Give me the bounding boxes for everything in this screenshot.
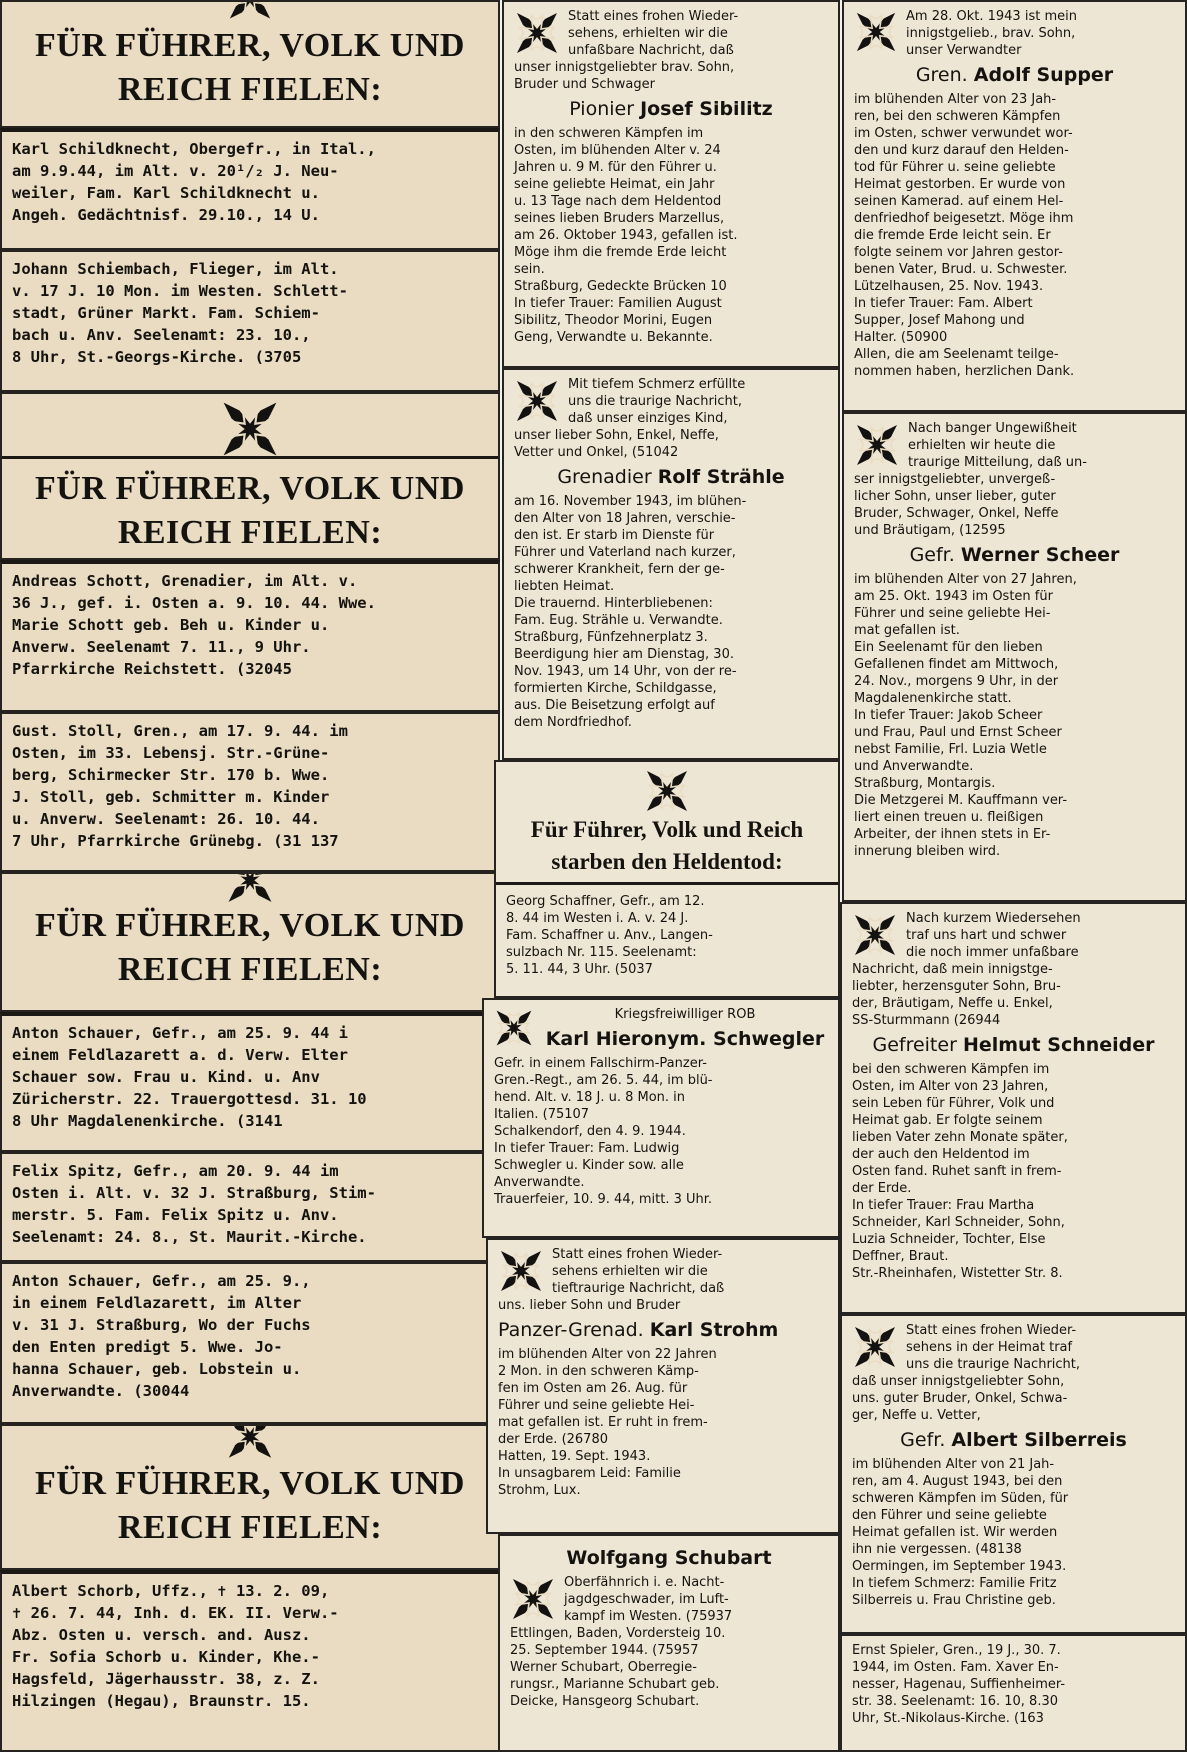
header-line-2: REICH FIELEN: [117, 514, 383, 551]
notice-schneider [840, 902, 1187, 1314]
notice-spieler [840, 1634, 1187, 1752]
fallen-name: Grenadier Rolf Strähle [557, 466, 785, 488]
fallen-name: Panzer-Grenad. Karl Strohm [498, 1319, 779, 1341]
notice-text: Andreas Schott, Grenadier, im Alt. v. 36 J., gef. i. Osten a. 9. 10. 44. Wwe. Marie Schott geb. Beh u. Kinder u. Anverw. Seelenamt 7. 11., 9 Uhr. Pfarrkirche Reichstett. (32045 [12, 572, 376, 678]
notice-intro: Am 28. Okt. 1943 ist mein innigstgelieb., brav. Sohn, unser Verwandter [906, 9, 1077, 58]
notice-intro: Statt eines frohen Wieder- sehens in der Heimat traf uns die traurige Nachricht, daß unser innigstgeliebter Sohn, uns. guter Bruder, Onkel, Schwa- ger, Neffe u. Vetter, [852, 1323, 1081, 1423]
notice-text: Gefr. in einem Fallschirm-Panzer- Gren.-Regt., am 26. 5. 44, im blü- hend. Alt. v. 18 J. u. 8 Mon. in Italien. (75107 Schalkendorf, den 4. 9. 1944. In tiefer Trauer: Fam. Ludwig Schwegler u. Kinder sow. alle Anverwandte. Trauerfeier, 10. 9. 44, mitt. 3 Uhr. [494, 1056, 713, 1207]
notice-schiembach [0, 250, 500, 392]
header-line-1: FÜR FÜHRER, VOLK UND [35, 907, 465, 944]
notice-supper [842, 0, 1187, 412]
notice-text: Anton Schauer, Gefr., am 25. 9., in einem Feldlazarett, im Alter v. 31 J. Straßburg, Wo der Fuchs den Enten predigt 5. Wwe. Jo- hanna Schauer, geb. Lobstein u. Anverwandte. (30044 [12, 1272, 311, 1400]
header-line-2: REICH FIELEN: [117, 1509, 383, 1546]
notice-text: Felix Spitz, Gefr., am 20. 9. 44 im Osten i. Alt. v. 32 J. Straßburg, Stim- merstr. 5. Fam. Felix Spitz u. Anv. Seelenamt: 24. 8., St. Maurit.-Kirche. [12, 1162, 376, 1246]
notice-text: im blühenden Alter von 22 Jahren 2 Mon. in den schweren Kämp- fen im Osten am 26. Aug. für Führer und seine geliebte Hei- mat gefallen ist. Er ruht in frem- der Erde. (26780 Hatten, 19. Sept. 1943. In unsagbarem Leid: Familie Strohm, Lux. [498, 1347, 717, 1498]
iron-cross-icon [225, 874, 275, 904]
iron-cross-icon [227, 2, 273, 24]
notice-intro: Statt eines frohen Wieder- sehens, erhielten wir die unfaßbare Nachricht, daß unser innigstgeliebter brav. Sohn, Bruder und Schwager [514, 9, 739, 92]
iron-cross-icon [514, 10, 560, 56]
notice-text: Gust. Stoll, Gren., am 17. 9. 44. im Osten, im 33. Lebensj. Str.-Grüne- berg, Schirmecker Str. 170 b. Wwe. J. Stoll, geb. Schmitter m. Kinder u. Anverw. Seelenamt: 26. 10. 44. 7 Uhr, Pfarrkirche Grünebg. (31 137 [12, 722, 348, 850]
notice-text: Albert Schorb, Uffz., ✝ 13. 2. 09, ✝ 26. 7. 44, Inh. d. EK. II. Verw.- Abz. Osten u. versch. and. Ausz. Fr. Sofia Schorb u. Kinder, Khe.- Hagsfeld, Jägerhausstr. 38, z. Z. Hilzingen (Hegau), Braunstr. 15. [12, 1582, 339, 1710]
fallen-name: Wolfgang Schubart [566, 1547, 772, 1569]
header-line-1: Für Führer, Volk und Reich [530, 817, 804, 842]
notice-text: in den schweren Kämpfen im Osten, im blühenden Alter v. 24 Jahren u. 9 M. für den Führer u. seine geliebte Heimat, ein Jahr u. 13 Tage nach dem Heldentod seines lieben Bruders Marzellus, am 26. Oktober 1943, gefallen ist. Möge ihm die fremde Erde leicht sein. Straßburg, Gedeckte Brücken 10 In tiefer Trauer: Familien August Sibilitz, Theodor Morini, Eugen Geng, Verwandte u. Bekannte. [514, 126, 738, 345]
notice-text: Ettlingen, Baden, Vordersteig 10. 25. September 1944. (75957 Werner Schubart, Oberregie- rungsr., Marianne Schubart geb. Deicke, Hansgeorg Schubart. [510, 1626, 726, 1709]
header-line-1: FÜR FÜHRER, VOLK UND [35, 470, 465, 507]
notice-intro: Kriegsfreiwilliger ROB [614, 1007, 756, 1022]
iron-cross-icon [225, 1426, 275, 1462]
notice-scheer [842, 412, 1187, 902]
notice-text: bei den schweren Kämpfen im Osten, im Alter von 23 Jahren, sein Leben für Führer, Volk und Heimat gab. Er folgte seinem lieben Vater zehn Monate später, der auch den Heldentod im Osten fand. Ruhet sanft in frem- der Erde. In tiefer Trauer: Frau Martha Schneider, Karl Schneider, Sohn, Luzia Schneider, Tochter, Else Deffner, Braut. Str.-Rheinhafen, Wistetter Str. 8. [852, 1062, 1068, 1281]
notice-schaffner [494, 760, 840, 998]
notice-schorb [0, 1570, 500, 1752]
fallen-name: Karl Hieronym. Schwegler [545, 1028, 825, 1050]
notice-schauer-1 [0, 1012, 500, 1152]
iron-cross-icon [510, 1576, 556, 1622]
header-line-1: FÜR FÜHRER, VOLK UND [35, 1465, 465, 1502]
fallen-name: Gren. Adolf Supper [915, 64, 1114, 86]
iron-cross-icon [642, 768, 692, 814]
fallen-name: Pionier Josef Sibilitz [569, 98, 773, 120]
notice-intro: Statt eines frohen Wieder- sehens erhielten wir die tieftraurige Nachricht, daß uns. lieber Sohn und Bruder [498, 1247, 725, 1313]
notice-stoll [0, 712, 500, 872]
notice-intro: Oberfähnrich i. e. Nacht- jagdgeschwader, im Luft- kampf im Westen. (75937 [564, 1575, 733, 1624]
notice-text: im blühenden Alter von 21 Jah- ren, am 4. August 1943, bei den schweren Kämpfen im Süden, für den Führer und seine geliebte Heimat gefallen ist. Wir werden ihn nie vergessen. (48138 Oermingen, im September 1943. In tiefem Schmerz: Familie Fritz Silberreis u. Frau Christine geb. [852, 1457, 1069, 1608]
header-clipping-3 [0, 872, 500, 1012]
notice-intro: Nach banger Ungewißheit erhielten wir heute die traurige Mitteilung, daß un- ser innigstgeliebter, unvergeß- licher Sohn, unser lieber, guter Bruder, Schwager, Onkel, Neffe und Bräutigam, (12595 [854, 421, 1087, 538]
notice-schildknecht [0, 128, 500, 250]
notice-strohm [486, 1238, 840, 1534]
notice-silberreis [840, 1314, 1187, 1634]
notice-text: Ernst Spieler, Gren., 19 J., 30. 7. 1944, im Osten. Fam. Xaver En- nesser, Hagenau, Suffienheimer- str. 38. Seelenamt: 16. 10, 8.30 Uhr, St.-Nikolaus-Kirche. (163 [852, 1643, 1066, 1726]
header-line-2: REICH FIELEN: [117, 71, 383, 108]
header-line-2: REICH FIELEN: [117, 951, 383, 988]
iron-cross-icon [215, 400, 285, 458]
notice-text: im blühenden Alter von 23 Jah- ren, bei den schweren Kämpfen im Osten, schwer verwundet wor- den und kurz darauf den Helden- tod für Führer u. seine geliebte Heimat gestorben. Er wurde von seinen Kamerad. auf einem Hel- denfriedhof beigesetzt. Möge ihm die fremde Erde leicht sein. Er folgte seinem vor Jahren gestor- benen Vater, Brud. u. Schwester. Lützelhausen, 25. Nov. 1943. In tiefer Trauer: Fam. Albert Supper, Josef Mahong und Halter. (50900 Allen, die am Seelenamt teilge- nommen haben, herzlichen Dank. [854, 92, 1075, 379]
notice-text: am 16. November 1943, im blühen- den Alter von 18 Jahren, verschie- den ist. Er starb im Dienste für Führer und Vaterland nach kurzer, schwerer Krankheit, fern der ge- liebten Heimat. Die trauernd. Hinterbliebenen: Fam. Eug. Strähle u. Verwandte. Straßburg, Fünfzehnerplatz 3. Beerdigung hier am Dienstag, 30. Nov. 1943, um 14 Uhr, von der re- formierten Kirche, Schildgasse, aus. Die Beisetzung erfolgt auf dem Nordfriedhof. [514, 494, 747, 730]
header-line-2: starben den Heldentod: [551, 849, 783, 874]
header-clipping-2 [0, 392, 500, 560]
notice-schwegler [482, 998, 840, 1238]
iron-cross-icon [498, 1248, 544, 1294]
fallen-name: Gefreiter Helmut Schneider [872, 1034, 1155, 1056]
iron-cross-icon [854, 10, 898, 54]
notice-straehle [502, 368, 840, 760]
header-clipping-4 [0, 1424, 500, 1570]
fallen-name: Gefr. Werner Scheer [909, 544, 1120, 566]
notice-schauer-2 [0, 1262, 500, 1424]
fallen-name: Gefr. Albert Silberreis [900, 1429, 1127, 1451]
notice-schott [0, 560, 500, 712]
notice-intro: Mit tiefem Schmerz erfüllte uns die traurige Nachricht, daß unser einziges Kind, unser lieber Sohn, Enkel, Neffe, Vetter und Onkel, (51042 [514, 377, 746, 460]
iron-cross-icon [852, 1324, 898, 1370]
iron-cross-icon [514, 378, 560, 424]
iron-cross-icon [854, 422, 900, 468]
notice-text: Georg Schaffner, Gefr., am 12. 8. 44 im Westen i. A. v. 24 J. Fam. Schaffner u. Anv., Langen- sulzbach Nr. 115. Seelenamt: 5. 11. 44, 3 Uhr. (5037 [506, 894, 713, 977]
iron-cross-icon [852, 912, 898, 958]
notice-intro: Nach kurzem Wiedersehen traf uns hart und schwer die noch immer unfaßbare Nachricht, daß mein innigstge- liebter, herzensguter Sohn, Bru- der, Bräutigam, Neffe u. Enkel, SS-Sturmmann (26944 [852, 911, 1081, 1028]
notice-text: Anton Schauer, Gefr., am 25. 9. 44 i einem Feldlazarett a. d. Verw. Elter Schauer sow. Frau u. Kind. u. Anv Züricherstr. 22. Trauergottesd. 31. 10 8 Uhr Magdalenenkirche. (3141 [12, 1024, 367, 1130]
notice-schubart [498, 1534, 840, 1752]
notice-sibilitz [502, 0, 840, 368]
notice-text: im blühenden Alter von 27 Jahren, am 25. Okt. 1943 im Osten für Führer und seine geliebte Hei- mat gefallen ist. Ein Seelenamt für den lieben Gefallenen findet am Mittwoch, 24. Nov., morgens 9 Uhr, in der Magdalenenkirche statt. In tiefer Trauer: Jakob Scheer und Frau, Paul und Ernst Scheer nebst Familie, Frl. Luzia Wetle und Anverwandte. Straßburg, Montargis. Die Metzgerei M. Kauffmann ver- liert einen treuen u. fleißigen Arbeiter, der ihnen stets in Er- innerung bleiben wird. [854, 572, 1077, 859]
notice-text: Johann Schiembach, Flieger, im Alt. v. 17 J. 10 Mon. im Westen. Schlett- stadt, Grüner Markt. Fam. Schiem- bach u. Anv. Seelenamt: 23. 10., 8 Uhr, St.-Georgs-Kirche. (3705 [12, 260, 348, 366]
notice-spitz [0, 1152, 500, 1262]
header-line-1: FÜR FÜHRER, VOLK UND [35, 27, 465, 64]
iron-cross-icon [494, 1008, 534, 1048]
header-clipping-1 [0, 0, 500, 128]
notice-text: Karl Schildknecht, Obergefr., in Ital., am 9.9.44, im Alt. v. 20¹/₂ J. Neu- weiler, Fam. Karl Schildknecht u. Angeh. Gedächtnisf. 29.10., 14 U. [12, 140, 376, 224]
